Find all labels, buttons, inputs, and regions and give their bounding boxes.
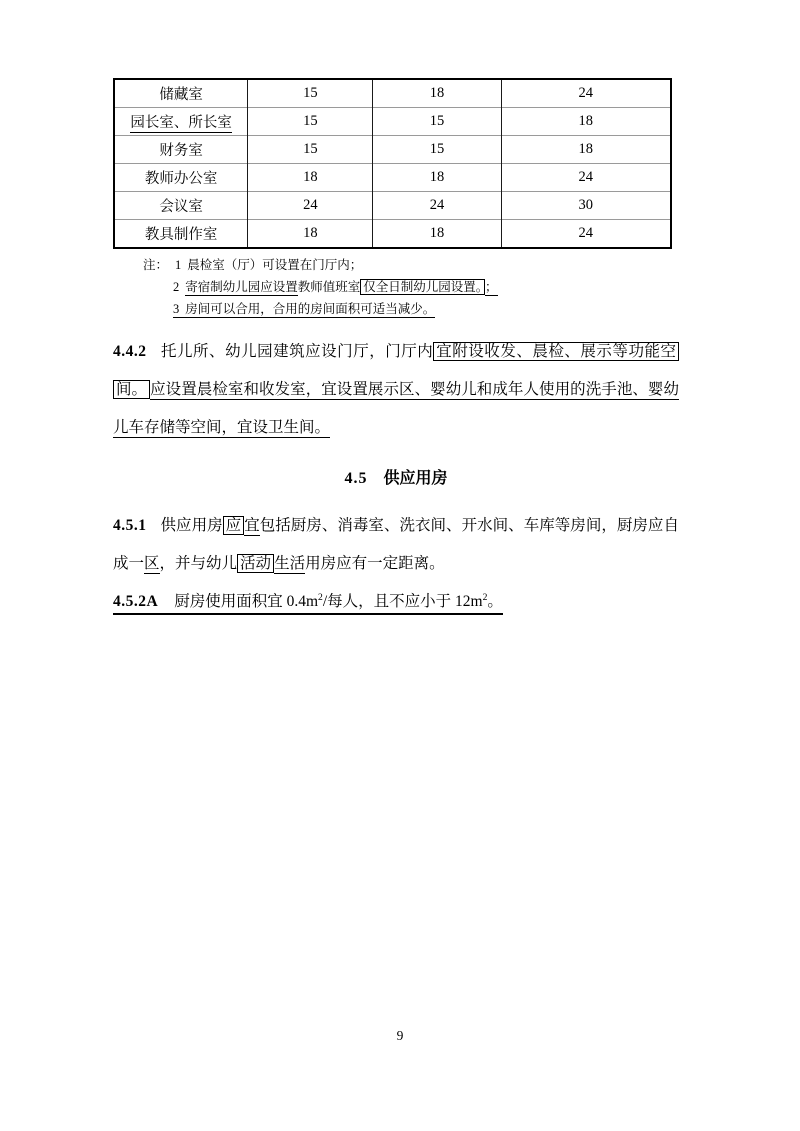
note-added-text: 寄宿制幼儿园应设置: [185, 280, 298, 294]
section-number: 4.5: [344, 470, 368, 487]
value-cell: 24: [248, 192, 373, 220]
note-1: [143, 254, 679, 276]
room-name: 财务室: [159, 143, 203, 159]
value-cell: 18: [248, 220, 373, 249]
value-cell: 18: [501, 136, 671, 164]
added-text: 区: [144, 555, 160, 572]
room-name: 教师办公室: [144, 171, 218, 187]
table-row: [114, 164, 671, 192]
deleted-text: 应: [223, 516, 245, 535]
value-cell: 18: [248, 164, 373, 192]
section-4-5-heading: [113, 464, 679, 494]
value-cell: 15: [373, 136, 501, 164]
note-number: 2: [173, 280, 180, 294]
notes-label: 注：: [143, 258, 169, 272]
room-area-table: [113, 78, 672, 249]
value-cell: 24: [501, 164, 671, 192]
added-text: 应设置晨检室和收发室，宜设置展示区、婴幼儿和成年人使用的洗手池、婴幼儿车存储等空间，宜设卫生间。: [113, 381, 679, 436]
value-cell: 15: [248, 79, 373, 108]
room-name-cell: [114, 79, 248, 108]
table-notes: [143, 254, 679, 320]
clause-text: 包括厨房、消毒室、洗衣间、开水间、车库等房间，厨房应自成一: [113, 517, 679, 572]
clause-text: /每人，且不应小于 12m: [322, 593, 483, 610]
value-cell: 30: [501, 192, 671, 220]
value-cell: 18: [501, 108, 671, 136]
note-3: [173, 298, 679, 320]
value-cell: 18: [373, 79, 501, 108]
room-name: 会议室: [159, 199, 203, 215]
value-cell: 18: [373, 220, 501, 249]
clause-text: 供应用房: [160, 517, 223, 534]
table-row: [114, 220, 671, 249]
section-title: 供应用房: [383, 470, 448, 487]
note-deleted-text: 仅全日制幼儿园设置。: [360, 279, 485, 295]
deleted-text: 宜附设收发、晨检、展示等功能空间。: [113, 342, 679, 399]
value-cell: 24: [373, 192, 501, 220]
table-row: [114, 108, 671, 136]
note-tail: ；: [485, 280, 498, 294]
clause-4-4-2: [113, 333, 679, 447]
room-name-underlined: 园长室、所长室: [130, 115, 232, 131]
note-text: 房间可以合用，合用的房间面积可适当减少。: [185, 302, 436, 316]
clause-text: ，并与幼儿: [159, 555, 238, 572]
added-text: 生活: [274, 555, 306, 572]
clause-4-5-1: [113, 507, 679, 583]
room-name-cell: [114, 164, 248, 192]
superscript: 2: [318, 591, 323, 603]
value-cell: 18: [373, 164, 501, 192]
value-cell: 24: [501, 79, 671, 108]
clause-number: 4.4.2: [113, 343, 147, 360]
table-row: [114, 192, 671, 220]
room-name: 教具制作室: [144, 227, 218, 243]
note-text: 教师值班室: [297, 280, 361, 294]
clause-4-5-2A: [113, 585, 679, 619]
note-added-line: [173, 302, 435, 318]
value-cell: 15: [373, 108, 501, 136]
room-name-cell: [114, 220, 248, 249]
table-row: [114, 79, 671, 108]
note-number: 1: [175, 258, 182, 272]
room-name-cell: [114, 108, 248, 136]
clause-text: 。: [487, 593, 503, 610]
room-name-cell: [114, 136, 248, 164]
superscript: 2: [482, 591, 488, 603]
room-name-cell: [114, 192, 248, 220]
clause-text: 厨房使用面积宜 0.4m: [174, 593, 319, 610]
value-cell: 24: [501, 220, 671, 249]
page-content: [113, 0, 679, 619]
room-name: 储藏室: [159, 87, 203, 103]
clause-text: 托儿所、幼儿园建筑应设门厅，门厅内: [160, 343, 434, 360]
added-clause-line: [113, 593, 503, 615]
added-text: 宜: [244, 517, 260, 534]
deleted-text: 活动: [237, 554, 274, 573]
clause-number: 4.5.1: [113, 517, 147, 534]
note-2: [173, 276, 679, 298]
table-row: [114, 136, 671, 164]
page-number: 9: [396, 1028, 404, 1043]
value-cell: 15: [248, 108, 373, 136]
clause-number: 4.5.2A: [113, 593, 159, 610]
note-number: 3: [173, 302, 180, 316]
value-cell: 15: [248, 136, 373, 164]
clause-text: 用房应有一定距离。: [305, 555, 445, 572]
note-text: 晨检室（厅）可设置在门厅内；: [187, 258, 363, 272]
